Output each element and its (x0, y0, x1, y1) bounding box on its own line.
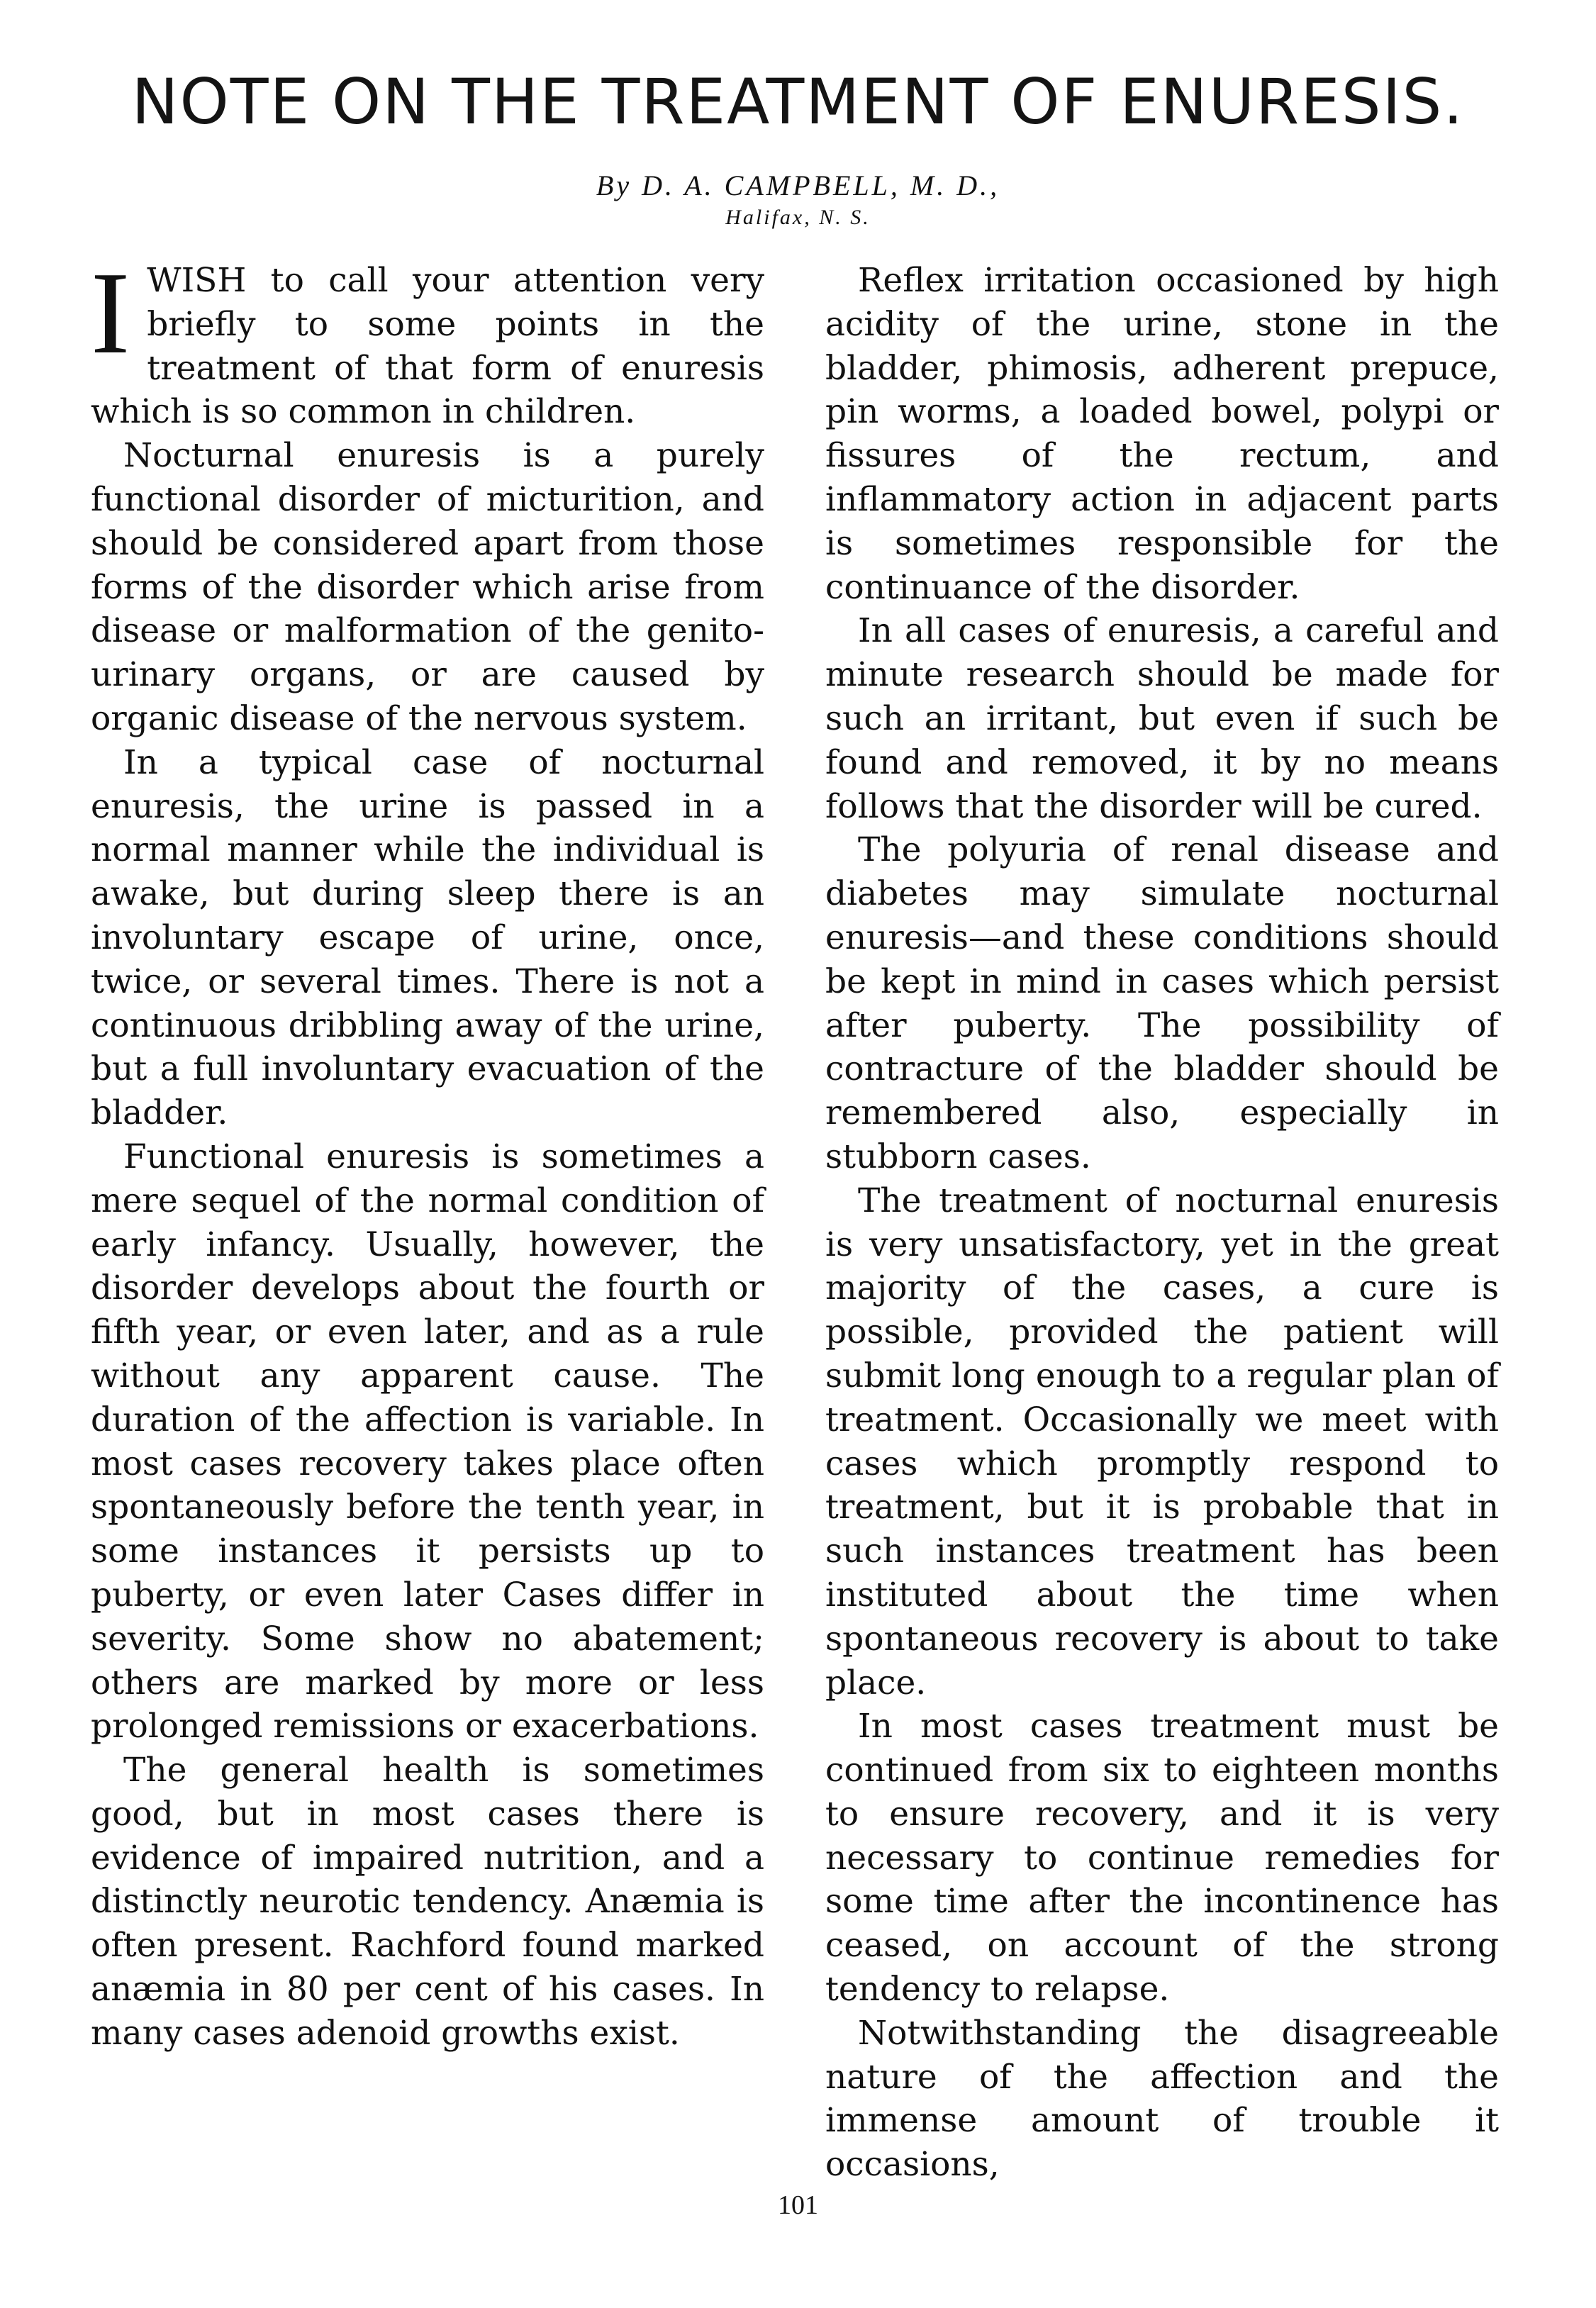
right-column (825, 259, 1499, 2187)
paragraph-polyuria: The polyuria of renal disease and diabetes may simulate nocturnal enuresis—and these conditions should be kept in mind in cases which persist after puberty. The possibility of contracture of the bladder should be remembered also, especially in stubborn cases. (825, 830, 1499, 1176)
author-byline: By D. A. CAMPBELL, M. D., (596, 169, 1000, 201)
paragraph-intro-text: WISH to call your attention very briefly to some points in the treatment of that form of enuresis which is so common in children. (91, 261, 764, 432)
paragraph-careful-research: In all cases of enuresis, a careful and minute research should be made for such an irritant, but even if such be found and removed, it by no means follows that the disorder will be cured. (825, 611, 1499, 826)
left-column (91, 247, 764, 2056)
paragraph-reflex-irritation: Reflex irritation occasioned by high acidity of the urine, stone in the bladder, phimosis, adherent prepuce, pin worms, a loaded bowel, polypi or fissures of the rectum, and inflammatory action in adjacent parts is sometimes responsible for the continuance of the disorder. (825, 261, 1499, 607)
paragraph-typical-case: In a typical case of nocturnal enuresis, the urine is passed in a normal manner while the individual is awake, but during sleep there is an involuntary escape of urine, once, twice, or several times. There is not a continuous dribbling away of the urine, but a full involuntary evacuation of the bladder. (91, 742, 764, 1133)
paragraph-intro (91, 247, 764, 434)
paragraph-notwithstanding: Notwithstanding the disagreeable nature of the affection and the immense amount of trouble it occasions, (825, 2013, 1499, 2185)
paragraph-general-health: The general health is sometimes good, but in most cases there is evidence of impaired nutrition, and a distinctly neurotic tendency. Anæmia is often present. Rachford found marked anæmia in 80 per cent of his cases. In many cases adenoid growths exist. (91, 1751, 764, 2053)
paragraph-definition: Nocturnal enuresis is a purely functional disorder of micturition, and should be considered apart from those forms of the disorder which arise from disease or malformation of the genito-urinary organs, or are caused by organic disease of the nervous system. (91, 436, 764, 738)
article-title: NOTE ON THE TREATMENT OF ENURESIS. (131, 65, 1465, 138)
paragraph-duration: In most cases treatment must be continued from six to eighteen months to ensure recovery, and it is very necessary to continue remedies for some time after the incontinence has ceased, on account of the strong tendency to relapse. (825, 1707, 1499, 2009)
paragraph-functional-enuresis: Functional enuresis is sometimes a mere sequel of the normal condition of early infancy. Usually, however, the disorder develops about the fourth or fifth year, or even later, and as a rule without any apparent cause. The duration of the affection is variable. In most cases recovery takes place often spontaneously before the tenth year, in some instances it persists up to puberty, or even later Cases differ in severity. Some show no abatement; others are marked by more or less prolonged remissions or exacerbations. (91, 1137, 764, 1746)
author-location: Halifax, N. S. (725, 206, 871, 229)
paragraph-treatment: The treatment of nocturnal enuresis is very unsatisfactory, yet in the great majority of the cases, a cure is possible, provided the patient will submit long enough to a regular plan of treatment. Occasionally we meet with cases which promptly respond to treatment, but it is probable that in such instances treatment has been instituted about the time when spontaneous recovery is about to take place. (825, 1181, 1499, 1702)
drop-cap: I (91, 247, 130, 378)
page-number: 101 (778, 2190, 818, 2220)
